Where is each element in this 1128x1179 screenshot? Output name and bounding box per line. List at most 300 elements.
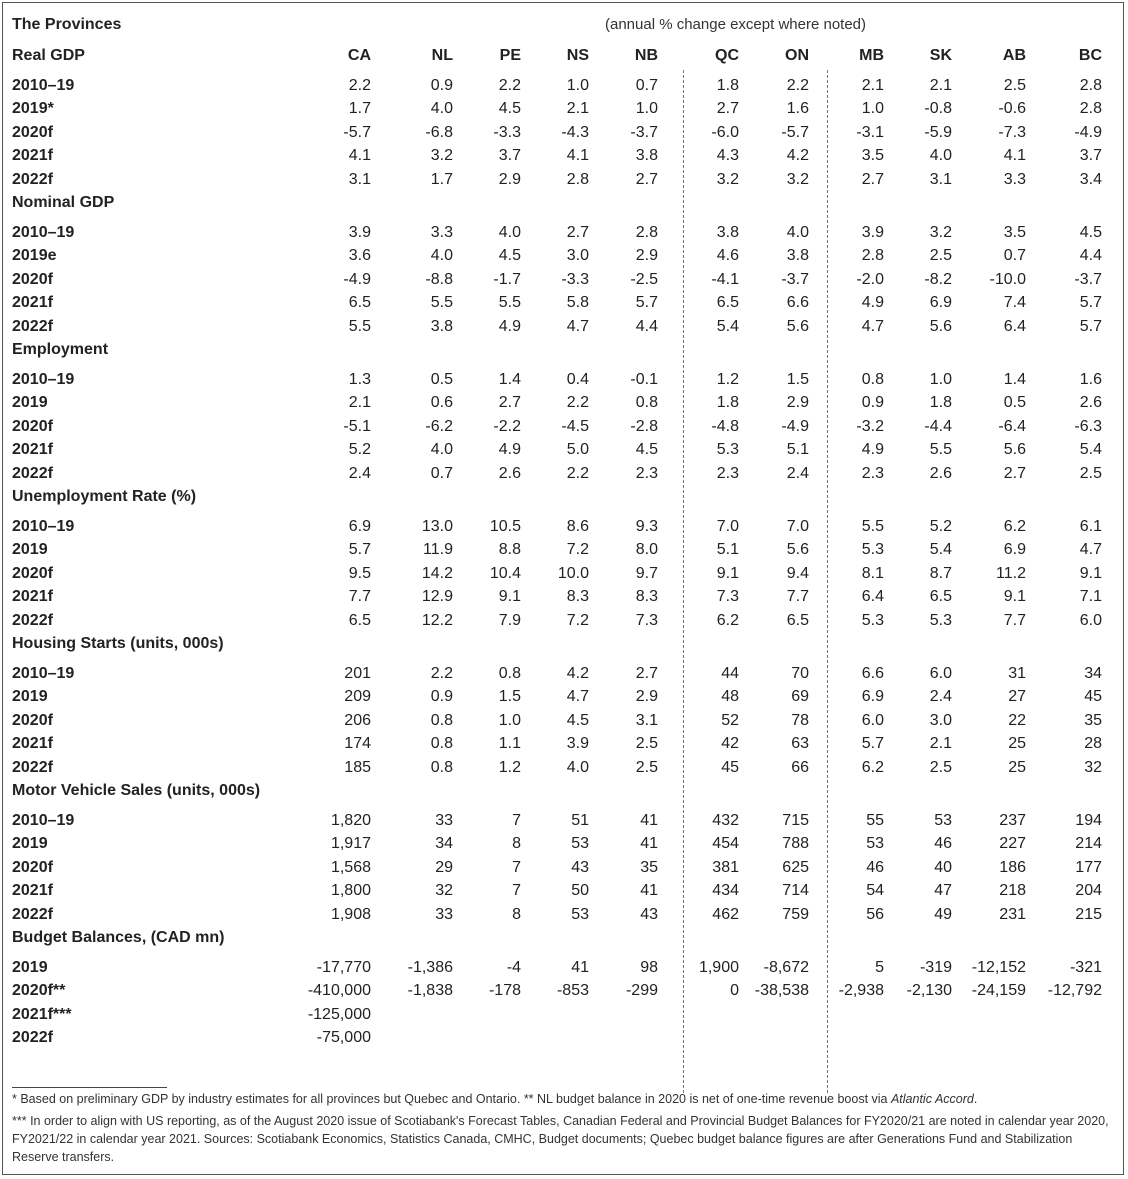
table-cell: -2.2 <box>493 417 521 435</box>
row-label: 2020f <box>12 564 53 582</box>
table-cell: 8.1 <box>861 564 884 582</box>
table-cell: 218 <box>999 882 1026 899</box>
table-cell: 12.9 <box>421 588 453 605</box>
table-row <box>0 733 1122 755</box>
table-cell: -6.0 <box>711 123 739 141</box>
table-cell: 1.1 <box>498 735 521 752</box>
column-header: PE <box>499 47 521 64</box>
table-cell: 49 <box>934 905 952 923</box>
table-cell: 1.6 <box>1079 370 1102 388</box>
table-cell: 715 <box>782 811 809 829</box>
row-label: 2021f <box>12 147 53 164</box>
table-cell: 4.9 <box>498 441 521 458</box>
table-cell: 2.7 <box>635 664 658 682</box>
table-cell: 27 <box>1008 688 1026 705</box>
table-row <box>0 857 1122 879</box>
row-label: 2010–19 <box>12 370 75 388</box>
table-cell: 5.7 <box>861 735 884 752</box>
table-cell: 9.1 <box>498 588 521 605</box>
table-cell: 46 <box>934 835 952 852</box>
section-header <box>0 780 1122 802</box>
table-cell: 2.2 <box>566 394 589 411</box>
footnote-1-text: * Based on preliminary GDP by industry estimates for all provinces but Quebec and Ontario. ** NL budget balance in 2020 is net of one-time revenue boost via <box>12 1092 891 1106</box>
table-cell: 45 <box>1084 688 1102 705</box>
table-row <box>0 145 1122 167</box>
table-cell: 714 <box>782 882 809 899</box>
table-cell: -2,130 <box>906 982 952 999</box>
table-cell: 6.5 <box>716 294 739 311</box>
table-cell: -6.3 <box>1074 417 1102 435</box>
table-cell: 2.5 <box>1079 464 1102 482</box>
table-cell: 7.3 <box>635 611 658 629</box>
table-row <box>0 586 1122 608</box>
table-cell: -12,152 <box>971 958 1026 976</box>
table-cell: -178 <box>488 982 521 999</box>
table-cell: -12,792 <box>1047 982 1102 999</box>
table-cell: 25 <box>1008 758 1026 776</box>
table-cell: 5.3 <box>929 611 952 629</box>
table-cell: 7.7 <box>786 588 809 605</box>
table-cell: 1.0 <box>929 370 952 388</box>
table-cell: 2.9 <box>498 170 521 188</box>
table-cell: 4.1 <box>348 147 371 164</box>
table-cell: 22 <box>1008 711 1026 729</box>
row-label: 2019 <box>12 394 48 411</box>
table-cell: 227 <box>999 835 1026 852</box>
section-header <box>0 633 1122 655</box>
row-label: 2021f*** <box>12 1005 72 1023</box>
table-cell: 0 <box>730 982 739 999</box>
table-cell: 3.8 <box>716 223 739 241</box>
table-cell: 214 <box>1075 835 1102 852</box>
row-label: 2020f <box>12 417 53 435</box>
table-cell: 4.0 <box>929 147 952 164</box>
table-cell: -17,770 <box>316 958 371 976</box>
table-cell: -5.7 <box>781 123 809 141</box>
table-cell: 2.1 <box>861 76 884 94</box>
table-cell: 7.4 <box>1003 294 1026 311</box>
table-cell: 2.7 <box>635 170 658 188</box>
table-cell: 78 <box>791 711 809 729</box>
row-label: 2022f <box>12 317 53 335</box>
table-cell: 7.3 <box>716 588 739 605</box>
table-cell: -0.1 <box>630 370 658 388</box>
table-cell: 12.2 <box>421 611 453 629</box>
table-cell: 3.4 <box>1079 170 1102 188</box>
row-label: 2010–19 <box>12 223 75 241</box>
table-cell: -125,000 <box>307 1005 371 1023</box>
table-cell: 53 <box>571 905 589 923</box>
table-row <box>0 222 1122 244</box>
table-cell: 6.2 <box>1003 517 1026 535</box>
table-cell: 5.6 <box>1003 441 1026 458</box>
table-cell: 63 <box>791 735 809 752</box>
table-cell: 3.5 <box>861 147 884 164</box>
section-label: Real GDP <box>12 47 85 64</box>
table-cell: 1.8 <box>716 76 739 94</box>
table-cell: -5.7 <box>343 123 371 141</box>
table-row <box>0 439 1122 461</box>
table-cell: -1,838 <box>407 982 453 999</box>
table-cell: 31 <box>1008 664 1026 682</box>
table-cell: 1.7 <box>430 170 453 188</box>
table-cell: 2.7 <box>498 394 521 411</box>
table-cell: 186 <box>999 858 1026 876</box>
table-cell: 5.3 <box>861 541 884 558</box>
table-cell: 4.9 <box>861 441 884 458</box>
table-cell: 4.7 <box>861 317 884 335</box>
table-cell: 6.5 <box>348 611 371 629</box>
table-cell: 625 <box>782 858 809 876</box>
table-cell: 56 <box>866 905 884 923</box>
table-cell: 5.2 <box>929 517 952 535</box>
table-cell: -3.2 <box>856 417 884 435</box>
footnote-rule <box>12 1087 167 1088</box>
table-cell: 2.1 <box>348 394 371 411</box>
table-cell: 5 <box>875 958 884 976</box>
table-cell: 9.1 <box>716 564 739 582</box>
table-cell: 4.1 <box>1003 147 1026 164</box>
table-cell: 7.2 <box>566 541 589 558</box>
table-cell: 6.9 <box>348 517 371 535</box>
table-cell: 1.0 <box>635 100 658 117</box>
table-cell: 2.5 <box>635 758 658 776</box>
table-cell: -6.2 <box>425 417 453 435</box>
table-cell: 28 <box>1084 735 1102 752</box>
table-cell: 9.4 <box>786 564 809 582</box>
footnote-1-italic: Atlantic Accord <box>890 1092 974 1106</box>
section-label: Nominal GDP <box>12 194 115 211</box>
table-cell: 53 <box>866 835 884 852</box>
table-cell: 185 <box>344 758 371 776</box>
table-cell: 3.9 <box>566 735 589 752</box>
table-cell: 25 <box>1008 735 1026 752</box>
table-row <box>0 980 1122 1002</box>
table-cell: 2.7 <box>861 170 884 188</box>
table-cell: 8.3 <box>566 588 589 605</box>
table-cell: -299 <box>625 982 658 999</box>
table-cell: 6.5 <box>348 294 371 311</box>
row-label: 2020f <box>12 711 53 729</box>
row-label: 2022f <box>12 170 53 188</box>
table-cell: 5.8 <box>566 294 589 311</box>
table-cell: 2.6 <box>498 464 521 482</box>
table-cell: 2.2 <box>786 76 809 94</box>
table-cell: -3.7 <box>781 270 809 288</box>
table-cell: -3.3 <box>561 270 589 288</box>
table-cell: 174 <box>344 735 371 752</box>
table-cell: 6.9 <box>861 688 884 705</box>
table-cell: 2.8 <box>635 223 658 241</box>
table-cell: 8.7 <box>929 564 952 582</box>
table-cell: 2.6 <box>929 464 952 482</box>
table-cell: 29 <box>435 858 453 876</box>
row-label: 2010–19 <box>12 517 75 535</box>
page-subtitle: (annual % change except where noted) <box>605 16 867 33</box>
table-cell: 4.6 <box>716 247 739 264</box>
table-row <box>0 880 1122 902</box>
table-cell: 7.0 <box>786 517 809 535</box>
table-cell: 53 <box>571 835 589 852</box>
table-cell: 1.8 <box>716 394 739 411</box>
table-cell: 2.3 <box>716 464 739 482</box>
row-label: 2019 <box>12 541 48 558</box>
table-cell: 11.9 <box>423 541 453 558</box>
table-cell: 1.0 <box>566 76 589 94</box>
table-cell: 201 <box>344 664 371 682</box>
table-cell: 5.5 <box>861 517 884 535</box>
table-cell: 3.1 <box>348 170 371 188</box>
table-cell: 41 <box>640 882 658 899</box>
table-cell: 5.6 <box>786 317 809 335</box>
table-cell: 5.5 <box>348 317 371 335</box>
table-cell: -321 <box>1069 958 1102 976</box>
table-cell: -4.4 <box>924 417 952 435</box>
table-cell: 231 <box>999 905 1026 923</box>
table-cell: 8.6 <box>566 517 589 535</box>
table-cell: 1,568 <box>330 858 371 876</box>
table-cell: 0.8 <box>635 394 658 411</box>
table-cell: 7.7 <box>348 588 371 605</box>
table-cell: 52 <box>721 711 739 729</box>
row-label: 2022f <box>12 611 53 629</box>
table-cell: 32 <box>435 882 453 899</box>
table-cell: 5.4 <box>716 317 739 335</box>
table-cell: 7 <box>512 811 521 829</box>
table-cell: 3.9 <box>861 223 884 241</box>
table-cell: 5.5 <box>929 441 952 458</box>
table-cell: 4.4 <box>1079 247 1102 264</box>
table-cell: -6.4 <box>998 417 1026 435</box>
row-label: 2021f <box>12 882 53 899</box>
table-cell: 13.0 <box>421 517 453 535</box>
table-cell: 32 <box>1084 758 1102 776</box>
table-cell: 4.1 <box>566 147 589 164</box>
table-cell: 98 <box>640 958 658 976</box>
table-cell: 0.8 <box>430 711 453 729</box>
table-row <box>0 833 1122 855</box>
table-cell: 2.5 <box>1003 76 1026 94</box>
table-cell: -4.9 <box>1074 123 1102 141</box>
table-cell: -75,000 <box>316 1029 371 1046</box>
table-cell: 45 <box>721 758 739 776</box>
table-cell: 6.1 <box>1079 517 1102 535</box>
table-cell: 177 <box>1075 858 1102 876</box>
table-cell: 3.8 <box>786 247 809 264</box>
table-cell: 4.0 <box>430 441 453 458</box>
table-cell: -3.3 <box>493 123 521 141</box>
table-cell: 4.5 <box>498 247 521 264</box>
table-cell: -5.9 <box>924 123 952 141</box>
table-cell: 0.7 <box>430 464 453 482</box>
row-label: 2020f <box>12 123 53 141</box>
row-label: 2010–19 <box>12 76 75 94</box>
table-cell: 0.7 <box>635 76 658 94</box>
table-cell: 3.0 <box>929 711 952 729</box>
table-cell: 0.8 <box>430 758 453 776</box>
table-cell: 6.0 <box>861 711 884 729</box>
table-cell: 1,908 <box>330 905 371 923</box>
table-cell: 3.8 <box>635 147 658 164</box>
table-cell: 1,917 <box>330 835 371 852</box>
section-label: Budget Balances, (CAD mn) <box>12 929 225 946</box>
table-cell: 3.5 <box>1003 223 1026 241</box>
table-cell: 1.6 <box>786 100 809 117</box>
table-cell: 2.9 <box>635 247 658 264</box>
table-cell: 0.9 <box>430 76 453 94</box>
table-cell: -4.9 <box>781 417 809 435</box>
table-cell: -8.2 <box>924 270 952 288</box>
table-cell: 3.9 <box>348 223 371 241</box>
table-cell: 2.1 <box>566 100 589 117</box>
table-row <box>0 539 1122 561</box>
table-cell: 0.7 <box>1003 247 1026 264</box>
table-row <box>0 904 1122 926</box>
table-cell: 3.8 <box>430 317 453 335</box>
table-cell: 33 <box>435 811 453 829</box>
table-cell: -6.8 <box>425 123 453 141</box>
table-cell: 2.2 <box>348 76 371 94</box>
table-row <box>0 757 1122 779</box>
table-cell: 43 <box>640 905 658 923</box>
table-cell: 0.9 <box>430 688 453 705</box>
table-cell: 1.5 <box>498 688 521 705</box>
table-cell: -410,000 <box>307 982 371 999</box>
table-cell: 8 <box>512 835 521 852</box>
table-cell: -4.1 <box>711 270 739 288</box>
table-cell: 3.2 <box>716 170 739 188</box>
table-cell: 5.7 <box>1079 317 1102 335</box>
section-header <box>0 927 1122 949</box>
table-cell: 2.8 <box>1079 100 1102 117</box>
table-cell: 40 <box>934 858 952 876</box>
table-cell: 6.6 <box>861 664 884 682</box>
table-cell: 2.6 <box>1079 394 1102 411</box>
table-cell: 4.2 <box>566 664 589 682</box>
table-cell: -4.5 <box>561 417 589 435</box>
table-cell: 788 <box>782 835 809 852</box>
table-cell: 7.2 <box>566 611 589 629</box>
table-cell: 0.5 <box>1003 394 1026 411</box>
table-cell: -4 <box>506 958 521 976</box>
row-label: 2022f <box>12 905 53 923</box>
table-cell: 5.1 <box>716 541 739 558</box>
table-cell: -2.0 <box>856 270 884 288</box>
table-row <box>0 245 1122 267</box>
table-cell: 5.1 <box>786 441 809 458</box>
table-row <box>0 710 1122 732</box>
table-cell: -2,938 <box>838 982 884 999</box>
table-cell: 34 <box>435 835 453 852</box>
table-cell: 194 <box>1075 811 1102 829</box>
table-cell: 47 <box>934 882 952 899</box>
table-cell: 7 <box>512 858 521 876</box>
table-cell: 5.3 <box>861 611 884 629</box>
row-label: 2019 <box>12 835 48 852</box>
table-cell: -4.9 <box>343 270 371 288</box>
page-title: The Provinces <box>12 16 122 33</box>
table-cell: 48 <box>721 688 739 705</box>
table-row <box>0 1027 1122 1049</box>
section-header <box>0 339 1122 361</box>
table-cell: 11.2 <box>996 564 1026 582</box>
column-header: BC <box>1078 47 1102 64</box>
table-cell: -3.7 <box>630 123 658 141</box>
table-cell: 5.5 <box>498 294 521 311</box>
table-cell: 204 <box>1075 882 1102 899</box>
row-label: 2021f <box>12 735 53 752</box>
table-cell: -0.8 <box>924 100 952 117</box>
table-cell: 5.6 <box>786 541 809 558</box>
table-cell: 2.2 <box>430 664 453 682</box>
table-cell: 4.7 <box>1079 541 1102 558</box>
table-cell: 2.2 <box>498 76 521 94</box>
table-cell: -3.7 <box>1074 270 1102 288</box>
table-cell: 1.7 <box>348 100 371 117</box>
table-cell: -5.1 <box>343 417 371 435</box>
table-row <box>0 610 1122 632</box>
table-cell: 2.2 <box>566 464 589 482</box>
table-cell: -8,672 <box>763 958 809 976</box>
table-cell: 1,900 <box>698 958 739 976</box>
table-cell: 1.4 <box>498 370 521 388</box>
table-cell: 7.1 <box>1079 588 1102 605</box>
table-cell: 0.8 <box>498 664 521 682</box>
table-cell: 2.9 <box>635 688 658 705</box>
table-cell: 41 <box>640 835 658 852</box>
table-cell: 14.2 <box>421 564 453 582</box>
table-cell: 434 <box>712 882 739 899</box>
table-cell: 9.1 <box>1003 588 1026 605</box>
table-cell: -2.8 <box>630 417 658 435</box>
row-label: 2010–19 <box>12 811 75 829</box>
row-label: 2021f <box>12 294 53 311</box>
table-cell: 4.9 <box>861 294 884 311</box>
row-label: 2019 <box>12 688 48 705</box>
table-cell: 44 <box>721 664 739 682</box>
table-cell: 2.3 <box>635 464 658 482</box>
row-label: 2020f <box>12 270 53 288</box>
table-cell: 759 <box>782 905 809 923</box>
table-cell: 4.7 <box>566 317 589 335</box>
table-cell: 0.6 <box>430 394 453 411</box>
table-cell: 3.2 <box>786 170 809 188</box>
table-row <box>0 663 1122 685</box>
table-cell: 1.2 <box>716 370 739 388</box>
table-cell: 9.7 <box>635 564 658 582</box>
table-cell: 7.7 <box>1003 611 1026 629</box>
table-cell: 3.3 <box>430 223 453 241</box>
table-cell: 2.5 <box>635 735 658 752</box>
table-cell: 3.2 <box>929 223 952 241</box>
column-header: CA <box>347 47 371 64</box>
table-cell: -4.3 <box>561 123 589 141</box>
table-cell: 2.1 <box>929 735 952 752</box>
table-cell: 50 <box>571 882 589 899</box>
table-cell: 4.0 <box>430 247 453 264</box>
table-cell: 1.3 <box>348 370 371 388</box>
table-cell: 6.5 <box>929 588 952 605</box>
table-cell: 4.9 <box>498 317 521 335</box>
row-label: 2022f <box>12 464 53 482</box>
table-cell: 0.8 <box>430 735 453 752</box>
table-cell: 35 <box>640 858 658 876</box>
table-cell: -38,538 <box>754 982 809 999</box>
table-cell: 2.8 <box>566 170 589 188</box>
row-label: 2019e <box>12 247 57 264</box>
table-cell: 0.5 <box>430 370 453 388</box>
table-cell: 4.0 <box>566 758 589 776</box>
